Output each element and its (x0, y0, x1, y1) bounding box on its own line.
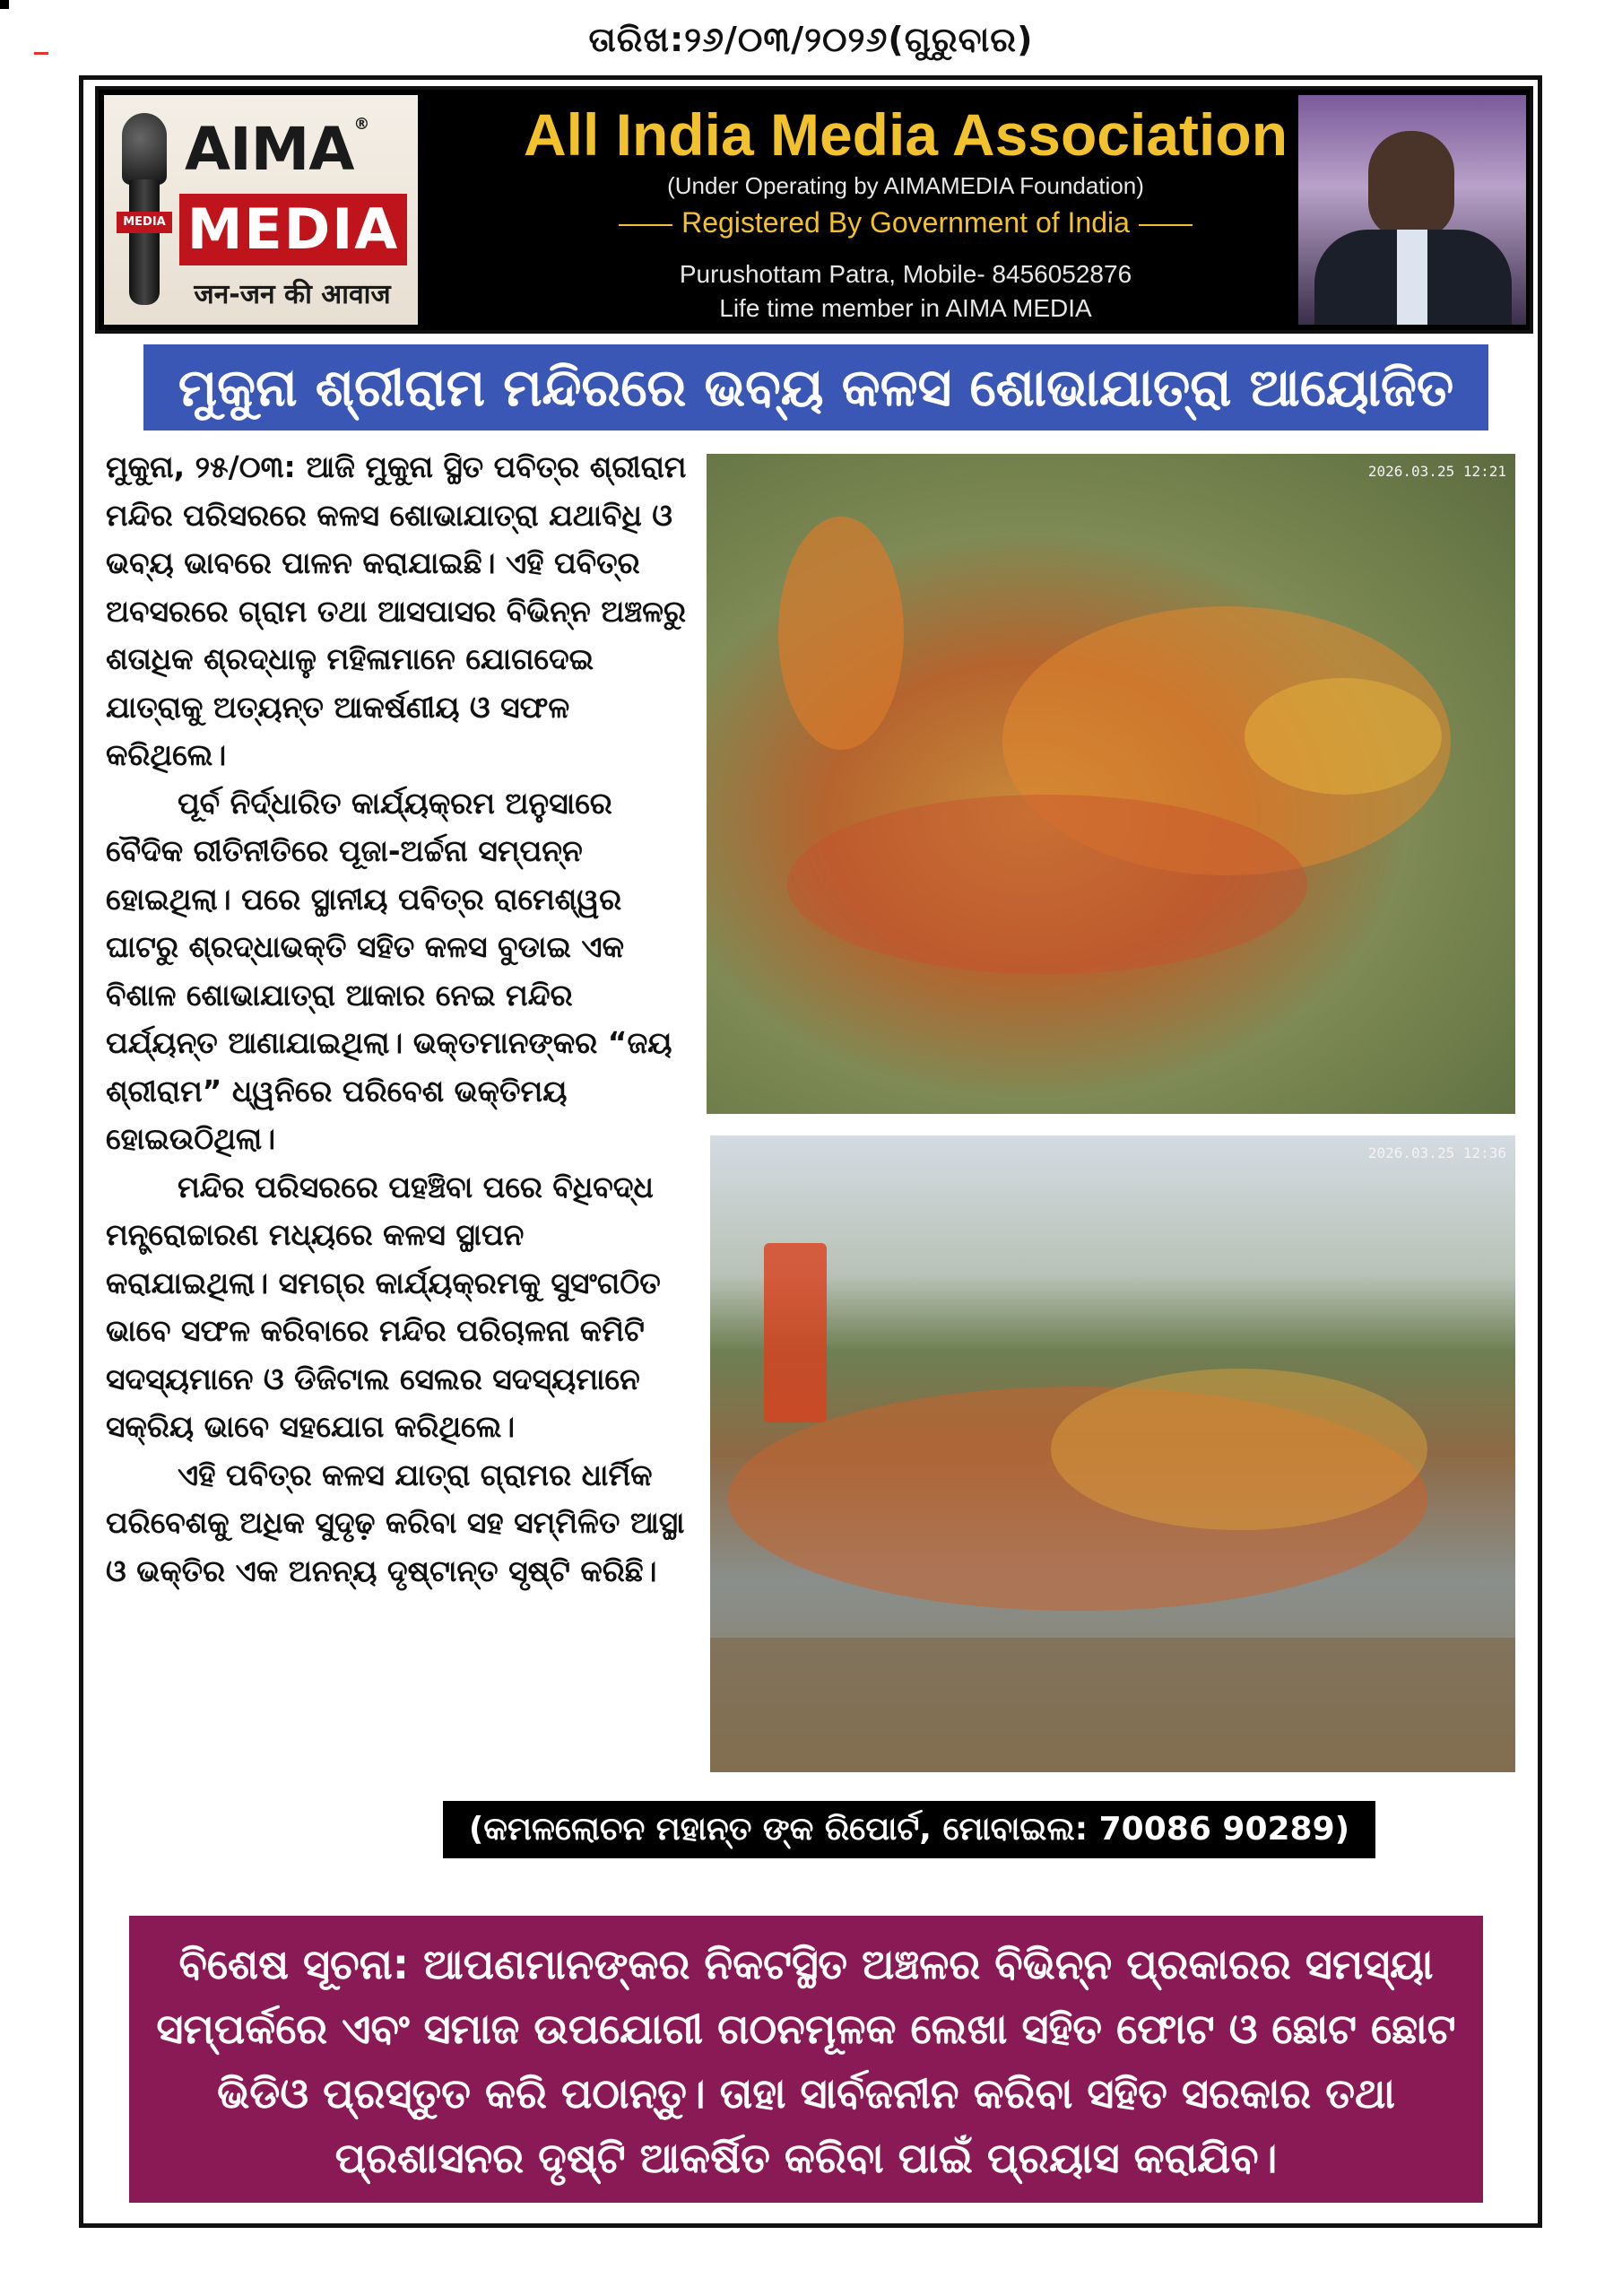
article-paragraph: ଏହି ପବିତ୍ର କଳସ ଯାତ୍ରା ଗ୍ରାମର ଧାର୍ମିକ ପରିବେଶକୁ ଅଧିକ ସୁଦୃଢ଼ କରିବା ସହ ସମ୍ମିଳିତ ଆସ୍ଥା ଓ ଭକ୍ତିର ଏକ ଅନନ୍ୟ ଦୃଷ୍ଟାନ୍ତ ସୃଷ୍ଟି କରିଛି। (106, 1457, 685, 1588)
corner-mark (0, 0, 9, 9)
article-paragraph: ମୁକୁନା, ୨୫/୦୩: ଆଜି ମୁକୁନା ସ୍ଥିତ ପବିତ୍ର ଶ୍ରୀରାମ ମନ୍ଦିର ପରିସରରେ କଳସ ଶୋଭାଯାତ୍ରା ଯଥାବିଧି ଓ ଭବ୍ୟ ଭାବରେ ପାଳନ କରାଯାଇଛି। ଏହି ପବିତ୍ର ଅବସରରେ ଗ୍ରାମ ତଥା ଆସପାସର ବିଭିନ୍ନ ଅଞ୍ଚଳରୁ ଶତାଧିକ ଶ୍ରଦ୍ଧାଳୁ ମହିଳାମାନେ ଯୋଗଦେଇ ଯାତ୍ରାକୁ ଅତ୍ୟନ୍ତ ଆକର୍ଷଣୀୟ ଓ ସଫଳ କରିଥିଲେ। (106, 449, 687, 772)
article-paragraph: ପୂର୍ବ ନିର୍ଦ୍ଧାରିତ କାର୍ଯ୍ୟକ୍ରମ ଅନୁସାରେ ବୈଦିକ ରୀତିନୀତିରେ ପୂଜା-ଅର୍ଚ୍ଚନା ସମ୍ପନ୍ନ ହୋଇଥିଲା। ପରେ ସ୍ଥାନୀୟ ପବିତ୍ର ରାମେଶ୍ୱର ଘାଟରୁ ଶ୍ରଦ୍ଧାଭକ୍ତି ସହିତ କଳସ ବୁଡାଇ ଏକ ବିଶାଳ ଶୋଭାଯାତ୍ରା ଆକାର ନେଇ ମନ୍ଦିର ପର୍ଯ୍ୟନ୍ତ ଆଣାଯାଇଥିଲା। ଭକ୍ତମାନଙ୍କର “ଜୟ ଶ୍ରୀରାମ” ଧ୍ୱନିରେ ପରିବେଶ ଭକ୍ତିମୟ ହୋଇଉଠିଥିଲା। (106, 785, 672, 1156)
logo-brand: AIMA® (185, 115, 369, 184)
reporter-credit: (କମଳଲୋଚନ ମହାନ୍ତ ଙ୍କ ରିପୋର୍ଟ, ମୋବାଇଲ: 70086 90289) (443, 1801, 1375, 1858)
date-line: ତାରିଖ:୨୬/୦୩/୨୦୨୬(ଗୁରୁବାର) (588, 20, 1034, 59)
org-subtitle: (Under Operating by AIMAMEDIA Foundation) (667, 172, 1144, 199)
logo-tagline: जन-जन की आवाज (194, 279, 391, 310)
mic-tag: MEDIA (117, 212, 172, 233)
photo-timestamp: 2026.03.25 12:36 (1367, 1144, 1506, 1161)
member-portrait (1298, 95, 1526, 325)
logo-media: MEDIA (179, 194, 407, 265)
photo-timestamp: 2026.03.25 12:21 (1367, 463, 1506, 480)
article-paragraph: ମନ୍ଦିର ପରିସରରେ ପହଞ୍ଚିବା ପରେ ବିଧିବଦ୍ଧ ମନ୍ତ୍ରୋଚ୍ଚାରଣ ମଧ୍ୟରେ କଳସ ସ୍ଥାପନ କରାଯାଇଥିଲା। ସମଗ୍ର କାର୍ଯ୍ୟକ୍ରମକୁ ସୁସଂଗଠିତ ଭାବେ ସଫଳ କରିବାରେ ମନ୍ଦିର ପରିଚାଳନା କମିଟି ସଦସ୍ୟମାନେ ଓ ଡିଜିଟାଲ ସେଲର ସଦସ୍ୟମାନେ ସକ୍ରିୟ ଭାବେ ସହଯୋଗ କରିଥିଲେ। (106, 1169, 661, 1444)
photo-procession (710, 1135, 1515, 1772)
photo-ritual-gathering (707, 454, 1515, 1114)
article-headline: ମୁକୁନା ଶ୍ରୀରାମ ମନ୍ଦିରରେ ଭବ୍ୟ କଳସ ଶୋଭାଯାତ୍ରା ଆୟୋଜିତ (143, 344, 1488, 430)
org-contact: Purushottam Patra, Mobile- 8456052876 (679, 260, 1132, 288)
special-notice: ବିଶେଷ ସୂଚନା: ଆପଣମାନଙ୍କର ନିକଟସ୍ଥିତ ଅଞ୍ଚଳର ବିଭିନ୍ନ ପ୍ରକାରର ସମସ୍ୟା ସମ୍ପର୍କରେ ଏବଂ ସମାଜ ଉପଯୋଗୀ ଗଠନମୂଳକ ଲେଖା ସହିତ ଫୋଟ ଓ ଛୋଟ ଛୋଟ ଭିଡିଓ ପ୍ରସ୍ତୁତ କରି ପଠାନ୍ତୁ। ତାହା ସାର୍ବଜନୀନ କରିବା ସହିତ ସରକାର ତଥା ପ୍ରଶାସନର ଦୃଷ୍ଟି ଆକର୍ଷିତ କରିବା ପାଇଁ ପ୍ରୟାସ କରାଯିବ। (129, 1916, 1483, 2203)
org-membership: Life time member in AIMA MEDIA (719, 294, 1092, 322)
org-title: All India Media Association (523, 101, 1288, 168)
org-registration: Registered By Government of India (421, 206, 1390, 239)
microphone-icon (117, 113, 172, 310)
registered-mark: ® (353, 115, 369, 134)
article-body (106, 443, 689, 1595)
header-banner (95, 86, 1533, 334)
aima-media-logo (104, 95, 418, 325)
